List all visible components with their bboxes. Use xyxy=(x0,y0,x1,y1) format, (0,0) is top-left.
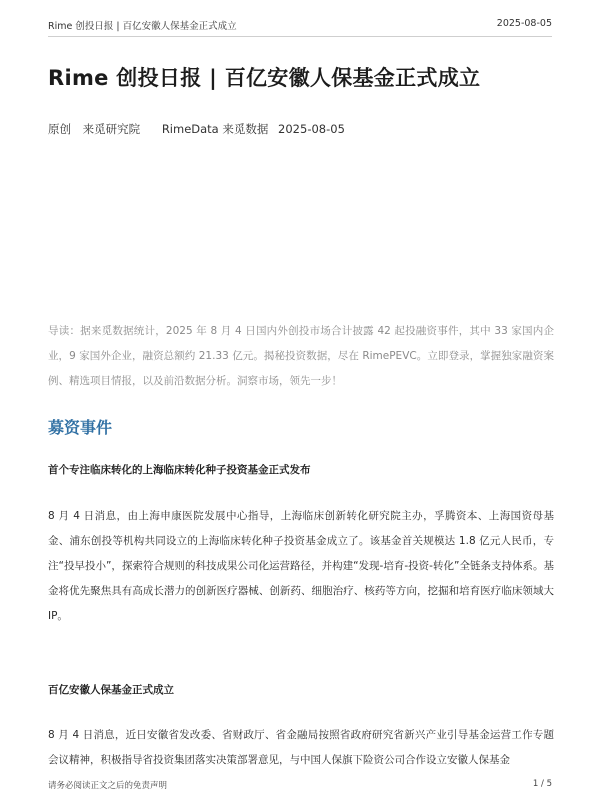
article-body: 8 月 4 日消息，由上海申康医院发展中心指导，上海临床创新转化研究院主办，孚腾资本、上海国资母基金、浦东创投等机构共同设立的上海临床转化种子投资基金成立了。该基金首关规模达 1.8 亿元人民币，专注“投早投小”，探索符合规则的科技成果公司化运营路径，并构建“发现-培育-投资-转化”全链条支持体系。基金将优先聚焦具有高成长潜力的创新医疗器械、创新药、细胞治疗、核药等方向，挖掘和培育医疗临床领域大 IP。 xyxy=(48,510,554,622)
section-heading-fundraising: 募资事件 xyxy=(48,418,113,437)
byline xyxy=(48,121,353,137)
intro-paragraph: 导读：据来觅数据统计，2025 年 8 月 4 日国内外创投市场合计披露 42 起投融资事件，其中 33 家国内企业，9 家国外企业，融资总额约 21.33 亿元。揭秘投资数据，尽在 RimePEVC。立即登录，掌握独家融资案例、精选项目情报，以及前沿数据分析。洞察市场，领先一步！ xyxy=(48,325,554,387)
byline-type: 原创 xyxy=(48,122,71,136)
article-title: 首个专注临床转化的上海临床转化种子投资基金正式发布 xyxy=(48,464,311,476)
page-header xyxy=(48,14,552,37)
footer-disclaimer[interactable]: 请务必阅读正文之后的免责声明 xyxy=(48,781,168,791)
page-title: Rime 创投日报 | 百亿安徽人保基金正式成立 xyxy=(48,66,481,90)
article-body: 8 月 4 日消息，近日安徽省发改委、省财政厅、省金融局按照省政府研究省新兴产业引导基金运营工作专题会议精神，积极指导省投资集团落实决策部署意见，与中国人保旗下险资公司合作设立安徽人保基金 xyxy=(48,729,554,766)
article-title: 百亿安徽人保基金正式成立 xyxy=(48,684,174,696)
byline-author[interactable]: 来觅研究院 xyxy=(82,122,141,136)
header-date: 2025-08-05 xyxy=(496,18,552,29)
byline-source[interactable]: RimeData 来觅数据 xyxy=(161,122,269,136)
byline-date: 2025-08-05 xyxy=(278,122,345,136)
header-title: Rime 创投日报 | 百亿安徽人保基金正式成立 xyxy=(48,21,237,32)
page-number: 1 / 5 xyxy=(532,779,552,789)
